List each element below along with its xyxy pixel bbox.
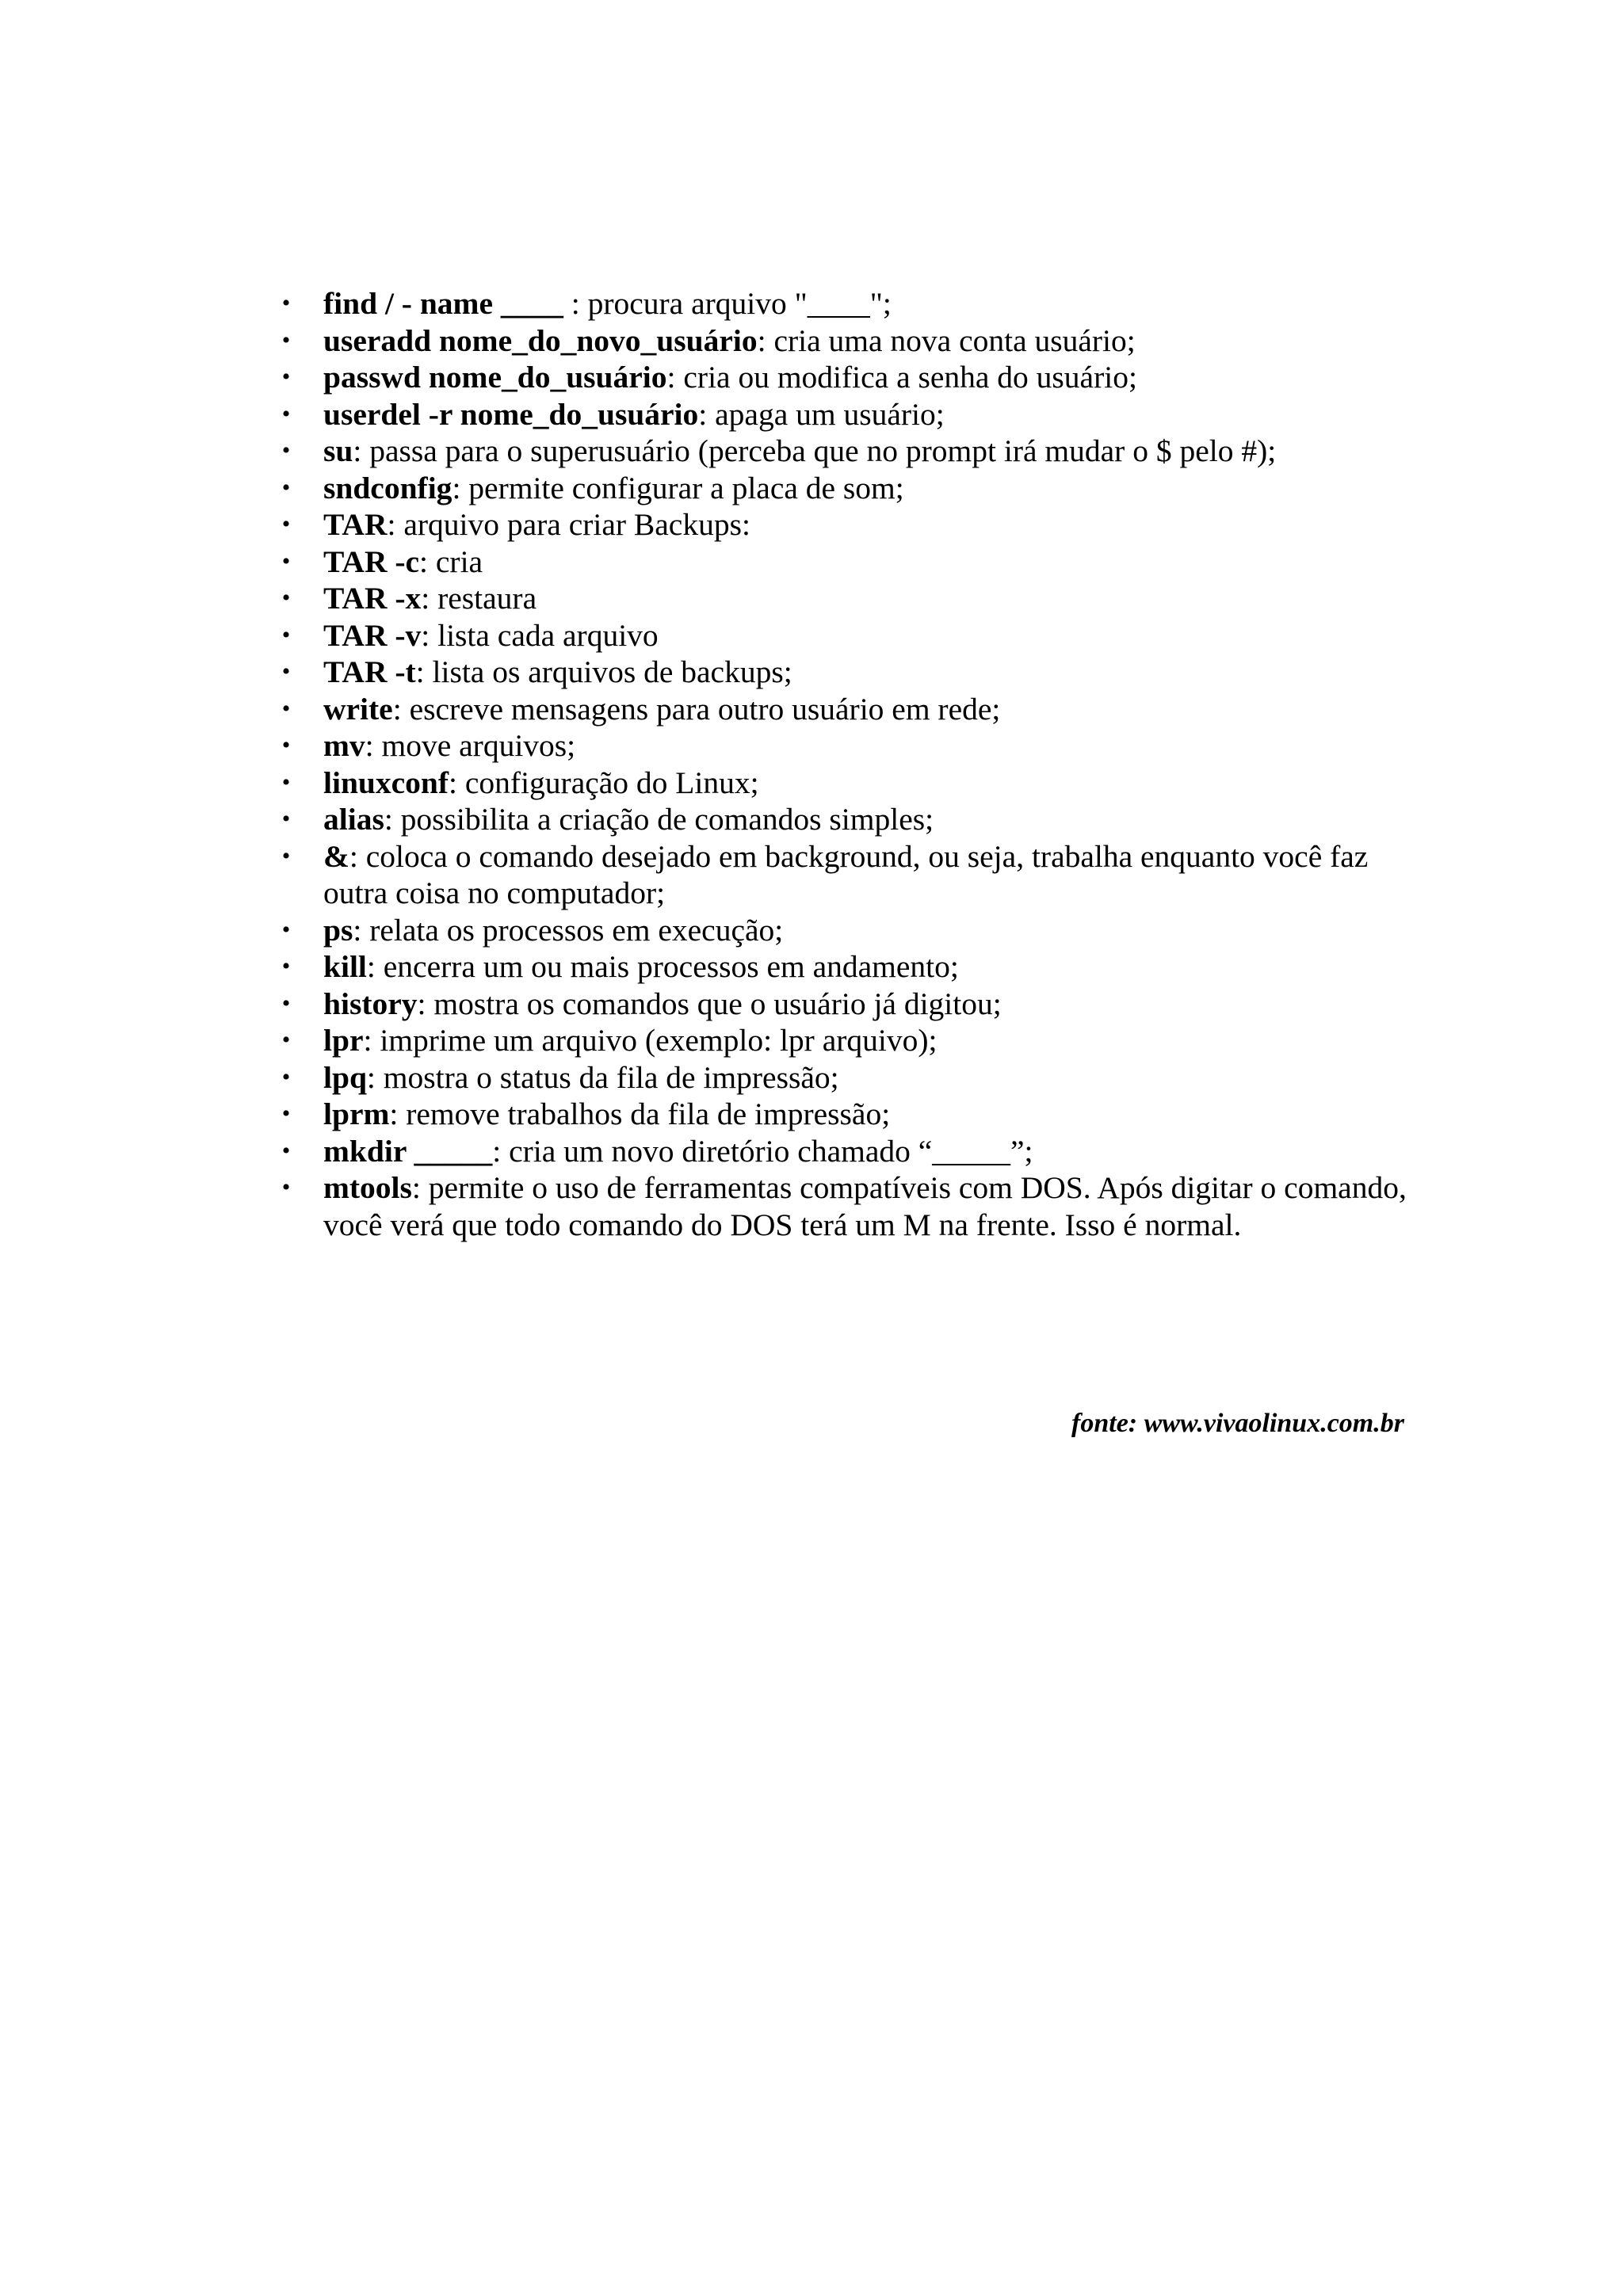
command-item	[281, 986, 1433, 1023]
bullet-icon: •	[281, 1174, 291, 1200]
command-name: write	[323, 691, 393, 727]
bullet-icon: •	[281, 474, 291, 501]
command-description: : lista cada arquivo	[421, 617, 659, 653]
command-description: : permite configurar a placa de som;	[452, 470, 904, 505]
command-name: find / - name ____	[323, 286, 563, 321]
bullet-icon: •	[281, 842, 291, 869]
command-item	[281, 691, 1433, 728]
bullet-icon: •	[281, 769, 291, 795]
source-credit: fonte: www.vivaolinux.com.br	[1071, 1409, 1404, 1438]
command-description: : cria um novo diretório chamado “_____”;	[492, 1133, 1033, 1169]
command-description: : cria	[419, 543, 483, 579]
command-item	[281, 617, 1433, 654]
bullet-icon: •	[281, 621, 291, 648]
bullet-icon: •	[281, 658, 291, 685]
command-item	[281, 1096, 1433, 1133]
command-item	[281, 396, 1433, 433]
bullet-icon: •	[281, 695, 291, 722]
command-name: TAR -x	[323, 581, 422, 616]
command-item	[281, 765, 1433, 802]
bullet-icon: •	[281, 511, 291, 537]
bullet-icon: •	[281, 364, 291, 390]
command-item	[281, 433, 1433, 470]
command-description: : procura arquivo "____";	[563, 286, 892, 321]
command-description: : cria uma nova conta usuário;	[757, 322, 1136, 358]
bullet-icon: •	[281, 547, 291, 574]
command-description: : move arquivos;	[365, 728, 576, 763]
command-description: : mostra o status da fila de impressão;	[366, 1059, 839, 1095]
command-name: userdel -r nome_do_usuário	[323, 396, 699, 432]
bullet-icon: •	[281, 400, 291, 427]
command-list	[281, 285, 1433, 1243]
bullet-icon: •	[281, 916, 291, 943]
bullet-icon: •	[281, 990, 291, 1016]
command-item	[281, 1169, 1433, 1243]
command-item	[281, 838, 1433, 912]
command-description: : mostra os comandos que o usuário já digitou;	[417, 986, 1002, 1021]
command-item	[281, 359, 1433, 396]
command-item	[281, 948, 1433, 986]
command-name: TAR -v	[323, 617, 422, 653]
command-item	[281, 801, 1433, 838]
command-name: useradd nome_do_novo_usuário	[323, 322, 758, 358]
bullet-icon: •	[281, 1027, 291, 1053]
command-item	[281, 1059, 1433, 1097]
command-description: : escreve mensagens para outro usuário em rede;	[392, 691, 1001, 727]
command-name: su	[323, 433, 353, 468]
command-name: TAR -t	[323, 654, 416, 689]
command-description: : arquivo para criar Backups:	[387, 507, 750, 542]
command-name: mkdir _____	[323, 1133, 493, 1169]
bullet-icon: •	[281, 290, 291, 316]
command-name: sndconfig	[323, 470, 453, 505]
command-name: linuxconf	[323, 765, 449, 800]
command-item	[281, 285, 1433, 322]
command-item	[281, 580, 1433, 617]
command-name: ps	[323, 912, 353, 948]
command-name: history	[323, 986, 418, 1021]
command-description: : restaura	[421, 581, 537, 616]
command-name: passwd nome_do_usuário	[323, 360, 667, 395]
command-item	[281, 1133, 1433, 1170]
command-item	[281, 1022, 1433, 1059]
command-name: TAR -c	[323, 543, 420, 579]
command-name: lpr	[323, 1023, 364, 1058]
command-item	[281, 912, 1433, 949]
command-name: TAR	[323, 507, 388, 542]
command-description: : passa para o superusuário (perceba que no prompt irá mudar o $ pelo #);	[353, 433, 1277, 468]
command-description: : possibilita a criação de comandos simples;	[384, 802, 934, 837]
command-description: : coloca o comando desejado em background, ou seja, trabalha enquanto você faz outra coisa no computador;	[323, 838, 1369, 910]
bullet-icon: •	[281, 953, 291, 979]
command-description: : cria ou modifica a senha do usuário;	[666, 360, 1137, 395]
command-name: mv	[323, 728, 365, 763]
command-name: lprm	[323, 1097, 390, 1131]
command-item	[281, 322, 1433, 360]
command-item	[281, 543, 1433, 581]
command-item	[281, 470, 1433, 507]
command-name: lpq	[323, 1059, 367, 1095]
command-description: : permite o uso de ferramentas compatíveis com DOS. Após digitar o comando, você verá que todo comando do DOS terá um M na frente. Isso é normal.	[323, 1170, 1407, 1242]
command-description: : encerra um ou mais processos em andamento;	[366, 949, 959, 984]
command-item	[281, 506, 1433, 543]
command-description: : configuração do Linux;	[449, 765, 759, 800]
command-description: : remove trabalhos da fila de impressão;	[389, 1097, 891, 1131]
bullet-icon: •	[281, 1063, 291, 1090]
command-description: : imprime um arquivo (exemplo: lpr arquivo);	[363, 1023, 938, 1058]
command-description: : lista os arquivos de backups;	[415, 654, 792, 689]
command-item	[281, 654, 1433, 691]
bullet-icon: •	[281, 732, 291, 758]
bullet-icon: •	[281, 585, 291, 611]
bullet-icon: •	[281, 1137, 291, 1164]
command-name: mtools	[323, 1170, 412, 1205]
bullet-icon: •	[281, 806, 291, 832]
command-name: kill	[323, 949, 367, 984]
bullet-icon: •	[281, 1100, 291, 1127]
command-name: alias	[323, 802, 384, 837]
command-item	[281, 727, 1433, 765]
command-description: : relata os processos em execução;	[353, 912, 784, 948]
command-name: &	[323, 838, 349, 874]
bullet-icon: •	[281, 437, 291, 463]
command-description: : apaga um usuário;	[698, 396, 945, 432]
bullet-icon: •	[281, 326, 291, 353]
